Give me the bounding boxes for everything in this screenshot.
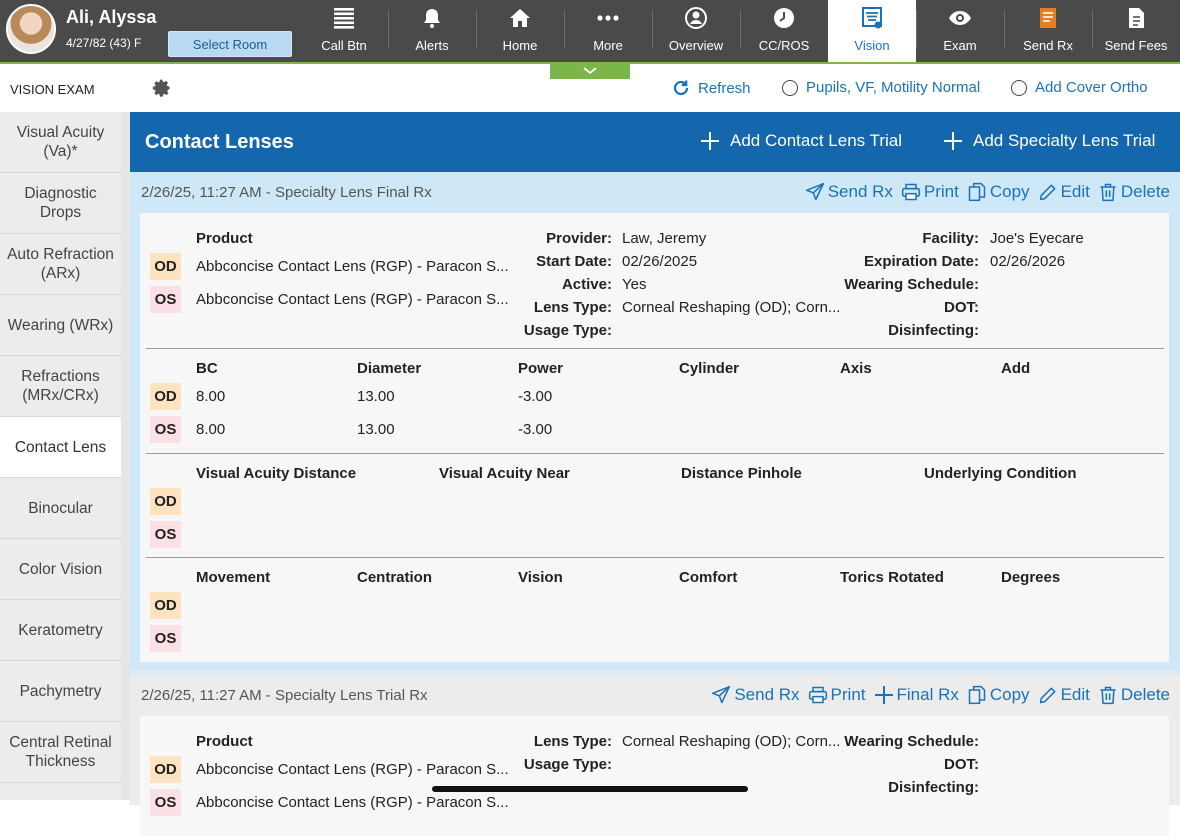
usage-type-label: Usage Type: <box>523 756 612 773</box>
os-tag: OS <box>150 416 181 443</box>
lens-type-value: Corneal Reshaping (OD); Corn... <box>622 299 841 316</box>
divider <box>146 348 1164 349</box>
select-room-button[interactable]: Select Room <box>168 31 292 57</box>
fees-document-icon <box>1124 6 1148 30</box>
printer-icon <box>901 182 921 202</box>
action-label: Print <box>830 685 866 704</box>
dot-label: DOT: <box>944 299 979 316</box>
card-actions <box>711 685 1170 705</box>
nav-label: Exam <box>943 38 977 53</box>
nav-label: Alerts <box>415 38 449 53</box>
os-tag: OS <box>150 625 181 652</box>
nav-label: Overview <box>668 38 724 53</box>
sidebar-gutter <box>121 112 130 800</box>
sidebar-item-label: Refractions (MRx/CRx) <box>21 368 100 404</box>
action-label: Copy <box>989 685 1030 704</box>
vision-sidebar <box>0 112 121 800</box>
copy-icon <box>967 685 987 705</box>
param-header: Axis <box>840 360 872 377</box>
os-power: -3.00 <box>518 421 553 438</box>
nav-label: Vision <box>854 38 890 53</box>
sidebar-item-label: Visual Acuity (Va)* <box>16 124 105 160</box>
od-power: -3.00 <box>518 388 553 405</box>
send-rx-button[interactable] <box>711 685 799 705</box>
refresh-label: Refresh <box>698 79 751 97</box>
trial-rx-details <box>140 716 1169 836</box>
action-label: Edit <box>1060 685 1090 704</box>
param-header: Add <box>1001 360 1031 377</box>
page-title: Contact Lenses <box>145 131 294 153</box>
lens-type-value: Corneal Reshaping (OD); Corn... <box>622 733 841 750</box>
acuity-header: Distance Pinhole <box>681 465 802 482</box>
send-rx-button[interactable] <box>805 182 893 202</box>
od-product: Abbconcise Contact Lens (RGP) - Paracon S... <box>196 258 509 275</box>
nav-cc-ros[interactable] <box>740 0 828 62</box>
nav-label: CC/ROS <box>758 38 810 53</box>
option-label: Add Cover Ortho <box>1035 79 1148 96</box>
fit-header: Centration <box>357 569 432 586</box>
start-date-value: 02/26/2025 <box>622 253 698 270</box>
od-tag: OD <box>150 592 181 619</box>
sidebar-item-label: Central Retinal Thickness <box>9 734 112 770</box>
sidebar-item-label: Binocular <box>28 499 93 517</box>
fit-header: Degrees <box>1001 569 1061 586</box>
fit-header: Movement <box>196 569 271 586</box>
usage-type-label: Usage Type: <box>523 322 612 339</box>
nav-label: Send Fees <box>1104 38 1168 53</box>
edit-button[interactable] <box>1038 182 1090 202</box>
person-icon <box>684 6 708 30</box>
disinfecting-label: Disinfecting: <box>888 779 979 796</box>
od-tag: OD <box>150 253 181 280</box>
patient-name: Ali, Alyssa <box>66 7 157 27</box>
final-rx-details <box>140 213 1169 662</box>
add-contact-lens-trial-button[interactable] <box>700 131 902 151</box>
fit-header: Comfort <box>679 569 738 586</box>
action-label: Edit <box>1060 182 1090 201</box>
printer-icon <box>808 685 828 705</box>
add-specialty-lens-trial-button[interactable] <box>943 131 1155 151</box>
card-header: 2/26/25, 11:27 AM - Specialty Lens Trial Rx <box>141 687 428 704</box>
home-indicator[interactable] <box>432 786 748 792</box>
lens-type-label: Lens Type: <box>533 733 612 750</box>
os-tag: OS <box>150 521 181 548</box>
copy-icon <box>967 182 987 202</box>
action-label: Send Rx <box>734 685 800 704</box>
lens-type-label: Lens Type: <box>533 299 612 316</box>
gear-icon[interactable] <box>152 78 172 98</box>
nav-label: More <box>593 38 623 53</box>
od-tag: OD <box>150 488 181 515</box>
copy-button[interactable] <box>967 182 1030 202</box>
start-date-label: Start Date: <box>536 253 612 270</box>
acuity-header: Visual Acuity Distance <box>196 465 357 482</box>
active-label: Active: <box>561 276 612 293</box>
divider <box>146 453 1164 454</box>
pupils-normal-option[interactable] <box>782 79 980 96</box>
sidebar-item-label: Wearing (WRx) <box>7 316 114 334</box>
os-tag: OS <box>150 789 181 816</box>
chevron-down-icon <box>583 67 597 75</box>
od-product: Abbconcise Contact Lens (RGP) - Paracon S... <box>196 761 509 778</box>
sidebar-item-color-vision[interactable] <box>0 539 121 600</box>
refresh-button[interactable] <box>672 79 751 97</box>
param-header: BC <box>196 360 218 377</box>
os-diameter: 13.00 <box>357 421 395 438</box>
os-product: Abbconcise Contact Lens (RGP) - Paracon S... <box>196 291 509 308</box>
sidebar-item-label: Auto Refraction (ARx) <box>7 246 114 282</box>
wearing-schedule-label: Wearing Schedule: <box>844 276 979 293</box>
patient-demographics: 4/27/82 (43) F <box>66 36 142 50</box>
nav-exam[interactable] <box>916 0 1004 62</box>
nav-label: Call Btn <box>321 38 367 53</box>
refresh-icon <box>672 79 690 97</box>
trash-icon <box>1098 182 1118 202</box>
pencil-icon <box>1038 182 1058 202</box>
pencil-icon <box>1038 685 1058 705</box>
fit-header: Torics Rotated <box>840 569 944 586</box>
disinfecting-label: Disinfecting: <box>888 322 979 339</box>
expiration-date-value: 02/26/2026 <box>990 253 1066 270</box>
radio-button[interactable] <box>1011 80 1027 96</box>
sidebar-item-auto-refraction[interactable] <box>0 234 121 295</box>
contact-lenses-header <box>130 112 1180 172</box>
nav-send-rx[interactable] <box>1004 0 1092 62</box>
main-nav <box>300 0 1180 62</box>
facility-value: Joe's Eyecare <box>990 230 1084 247</box>
nav-label: Send Rx <box>1023 38 1073 53</box>
facility-label: Facility: <box>922 230 979 247</box>
divider <box>146 557 1164 558</box>
sidebar-item-diagnostic-drops[interactable] <box>0 173 121 234</box>
sidebar-item-label: Pachymetry <box>19 682 102 700</box>
provider-label: Provider: <box>546 230 612 247</box>
main-content <box>130 112 1180 811</box>
clock-icon <box>772 6 796 30</box>
section-title: VISION EXAM <box>10 82 95 97</box>
provider-value: Law, Jeremy <box>622 230 707 247</box>
product-label: Product <box>196 733 253 750</box>
nav-call-btn[interactable] <box>300 0 388 62</box>
acuity-header: Underlying Condition <box>924 465 1077 482</box>
os-product: Abbconcise Contact Lens (RGP) - Paracon S... <box>196 794 509 811</box>
sidebar-item-binocular[interactable] <box>0 478 121 539</box>
nav-vision[interactable] <box>828 0 916 62</box>
sidebar-item-label: Color Vision <box>18 560 103 578</box>
vision-chart-icon <box>860 6 884 30</box>
product-label: Product <box>196 230 253 247</box>
sidebar-item-pachymetry[interactable] <box>0 661 121 722</box>
dot-label: DOT: <box>944 756 979 773</box>
nav-send-fees[interactable] <box>1092 0 1180 62</box>
action-label: Delete <box>1120 685 1170 704</box>
od-tag: OD <box>150 383 181 410</box>
add-cover-ortho-option[interactable] <box>1011 79 1148 96</box>
active-value: Yes <box>622 276 647 293</box>
param-header: Cylinder <box>679 360 740 377</box>
sidebar-item-label: Diagnostic Drops <box>24 185 97 221</box>
action-label: Final Rx <box>896 685 959 704</box>
sidebar-item-contact-lens[interactable] <box>0 417 121 478</box>
nav-more[interactable] <box>564 0 652 62</box>
sidebar-item-central-retinal-thickness[interactable] <box>0 722 121 783</box>
sidebar-item-keratometry[interactable] <box>0 600 121 661</box>
print-button[interactable] <box>901 182 959 202</box>
eye-icon <box>948 6 972 30</box>
action-label: Copy <box>989 182 1030 201</box>
patient-banner <box>0 0 300 62</box>
action-label: Send Rx <box>827 182 893 201</box>
patient-avatar[interactable] <box>6 4 56 54</box>
print-button[interactable] <box>808 685 866 705</box>
card-actions <box>805 182 1170 202</box>
sidebar-item-refractions[interactable] <box>0 356 121 417</box>
trash-icon <box>1098 685 1118 705</box>
paper-plane-icon <box>805 182 825 202</box>
sidebar-item-wearing[interactable] <box>0 295 121 356</box>
rx-pad-icon <box>1036 6 1060 30</box>
call-button-icon <box>332 6 356 30</box>
final-rx-button[interactable] <box>874 685 959 705</box>
sidebar-item-label: Keratometry <box>18 621 103 639</box>
od-bc: 8.00 <box>196 388 226 405</box>
delete-button[interactable] <box>1098 182 1170 202</box>
os-bc: 8.00 <box>196 421 226 438</box>
final-rx-card <box>130 172 1180 670</box>
button-label: Add Specialty Lens Trial <box>973 131 1156 150</box>
option-label: Pupils, VF, Motility Normal <box>806 79 981 96</box>
home-icon <box>508 6 532 30</box>
collapse-handle[interactable] <box>550 62 630 79</box>
action-label: Delete <box>1120 182 1170 201</box>
fit-header: Vision <box>518 569 563 586</box>
wearing-schedule-label: Wearing Schedule: <box>844 733 979 750</box>
plus-icon <box>874 685 894 705</box>
acuity-header: Visual Acuity Near <box>439 465 570 482</box>
plus-icon <box>943 131 963 151</box>
od-tag: OD <box>150 756 181 783</box>
param-header: Power <box>518 360 564 377</box>
action-label: Print <box>923 182 959 201</box>
radio-button[interactable] <box>782 80 798 96</box>
delete-button[interactable] <box>1098 685 1170 705</box>
edit-button[interactable] <box>1038 685 1090 705</box>
os-tag: OS <box>150 286 181 313</box>
nav-label: Home <box>502 38 538 53</box>
nav-alerts[interactable] <box>388 0 476 62</box>
button-label: Add Contact Lens Trial <box>730 131 902 150</box>
card-header: 2/26/25, 11:27 AM - Specialty Lens Final Rx <box>141 184 432 201</box>
od-diameter: 13.00 <box>357 388 395 405</box>
param-header: Diameter <box>357 360 422 377</box>
nav-overview[interactable] <box>652 0 740 62</box>
plus-icon <box>700 131 720 151</box>
bell-icon <box>420 6 444 30</box>
sidebar-item-label: Contact Lens <box>14 438 107 456</box>
nav-home[interactable] <box>476 0 564 62</box>
top-bar <box>0 0 1180 62</box>
sidebar-item-visual-acuity[interactable] <box>0 112 121 173</box>
expiration-date-label: Expiration Date: <box>863 253 979 270</box>
more-dots-icon <box>596 6 620 30</box>
copy-button[interactable] <box>967 685 1030 705</box>
paper-plane-icon <box>711 685 731 705</box>
